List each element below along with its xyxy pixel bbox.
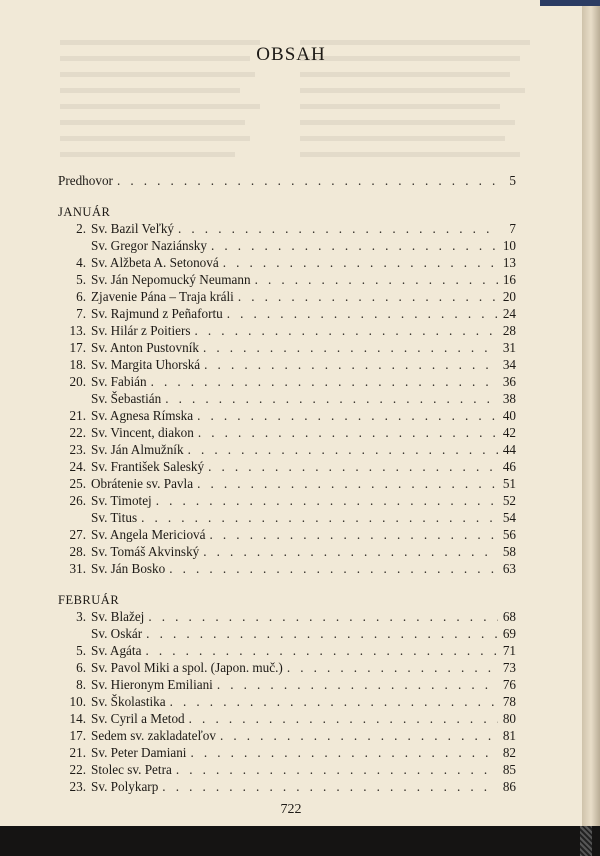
dot-leader [210,526,498,543]
dot-leader [211,237,498,254]
entry-page: 28 [502,323,516,338]
entry-name: Sv. Angela Mericiová [91,527,206,542]
entry-name: Sv. Fabián [91,374,147,389]
entry-name: Sv. Blažej [91,609,145,624]
entry-page: 73 [502,660,516,675]
entry-name: Sedem sv. zakladateľov [91,728,216,743]
dot-leader [162,778,498,795]
entry-name: Sv. Titus [91,510,138,525]
dot-leader [197,407,498,424]
entry-day: 7. [76,306,86,321]
entry-name: Sv. František Saleský [91,459,205,474]
toc-row [58,543,516,560]
dot-leader [220,727,498,744]
toc-row [58,659,516,676]
dot-leader [151,373,498,390]
entry-name: Sv. Hieronym Emiliani [91,677,213,692]
dot-leader [176,761,498,778]
entry-name: Sv. Timotej [91,493,152,508]
toc-row [58,373,516,390]
entry-name: Sv. Školastika [91,694,166,709]
entry-name: Predhovor [58,173,113,188]
entry-day: 23. [69,779,86,794]
entry-page: 69 [502,626,516,641]
toc-row [58,676,516,693]
entry-page: 40 [502,408,516,423]
toc-row [58,475,516,492]
toc-row [58,744,516,761]
dot-leader [117,172,498,189]
entry-name: Sv. Bazil Veľký [91,221,175,236]
dot-leader [287,659,498,676]
month-heading-february: FEBRUÁR [58,593,120,607]
entry-name: Sv. Peter Damiani [91,745,187,760]
page-number: 722 [280,802,302,817]
toc-row [58,288,516,305]
entry-name: Sv. Alžbeta A. Setonová [91,255,219,270]
entry-name: Sv. Ján Bosko [91,561,166,576]
toc-row [58,390,516,407]
entry-day: 28. [69,544,86,559]
entry-page: 7 [509,221,516,236]
entry-name: Sv. Hilár z Poitiers [91,323,191,338]
entry-page: 52 [502,493,516,508]
entry-day: 14. [69,711,86,726]
dot-leader [198,424,498,441]
entry-page: 51 [502,476,516,491]
entry-day: 22. [69,425,86,440]
entry-day: 6. [76,289,86,304]
entry-day: 17. [69,340,86,355]
toc-row [58,526,516,543]
dot-leader [204,356,498,373]
entry-page: 63 [502,561,516,576]
entry-day: 21. [69,745,86,760]
entry-day: 4. [76,255,86,270]
entry-page: 68 [502,609,516,624]
entry-page: 34 [502,357,516,372]
entry-page: 36 [502,374,516,389]
dot-leader [169,560,498,577]
dot-leader [188,441,498,458]
entry-name: Sv. Cyril a Metod [91,711,185,726]
entry-page: 13 [502,255,516,270]
entry-day: 17. [69,728,86,743]
entry-page: 44 [502,442,516,457]
toc-row [58,778,516,795]
entry-day: 5. [76,272,86,287]
entry-page: 78 [502,694,516,709]
entry-day: 22. [69,762,86,777]
dot-leader [170,693,498,710]
entry-page: 86 [502,779,516,794]
entry-page: 31 [502,340,516,355]
entry-day: 31. [69,561,86,576]
entry-day: 21. [69,408,86,423]
dot-leader [178,220,498,237]
entry-name: Sv. Margita Uhorská [91,357,201,372]
toc-row [58,407,516,424]
entry-page: 5 [509,173,516,188]
entry-page: 42 [502,425,516,440]
dot-leader [148,608,498,625]
toc-row [58,237,516,254]
dot-leader [141,509,498,526]
entry-day: 3. [76,609,86,624]
background-edge [0,826,600,856]
entry-name: Sv. Vincent, diakon [91,425,194,440]
entry-name: Sv. Anton Pustovník [91,340,199,355]
entry-day: 18. [69,357,86,372]
entry-day: 23. [69,442,86,457]
month-heading-january: JANUÁR [58,205,111,219]
entry-day: 8. [76,677,86,692]
entry-page: 16 [502,272,516,287]
dot-leader [227,305,498,322]
entry-page: 58 [502,544,516,559]
toc-row [58,339,516,356]
entry-name: Obrátenie sv. Pavla [91,476,194,491]
dot-leader [146,625,498,642]
toc-row [58,761,516,778]
entry-name: Sv. Oskár [91,626,143,641]
entry-name: Sv. Rajmund z Peñafortu [91,306,223,321]
entry-name: Sv. Gregor Naziánsky [91,238,207,253]
entry-day: 13. [69,323,86,338]
entry-day: 20. [69,374,86,389]
entry-page: 46 [502,459,516,474]
entry-page: 82 [502,745,516,760]
entry-day: 24. [69,459,86,474]
dot-leader [197,475,498,492]
dot-leader [195,322,498,339]
entry-page: 54 [502,510,516,525]
toc-row [58,441,516,458]
entry-page: 81 [502,728,516,743]
entry-name: Sv. Tomáš Akvinský [91,544,200,559]
entry-name: Sv. Polykarp [91,779,159,794]
entry-day: 25. [69,476,86,491]
entry-name: Zjavenie Pána – Traja králi [91,289,234,304]
entry-name: Sv. Pavol Miki a spol. (Japon. muč.) [91,660,283,675]
entry-page: 80 [502,711,516,726]
toc-row [58,710,516,727]
book-spine [582,0,600,826]
entry-day: 10. [69,694,86,709]
dot-leader [217,676,498,693]
toc-row [58,356,516,373]
dot-leader [238,288,498,305]
entry-day: 6. [76,660,86,675]
entry-name: Sv. Šebastián [91,391,162,406]
entry-name: Stolec sv. Petra [91,762,172,777]
entry-page: 76 [502,677,516,692]
dot-leader [156,492,498,509]
toc-row [58,492,516,509]
entry-page: 38 [502,391,516,406]
spine-edge [540,0,600,6]
dot-leader [145,642,498,659]
entry-page: 56 [502,527,516,542]
entry-name: Sv. Ján Nepomucký Neumann [91,272,251,287]
dot-leader [189,710,498,727]
entry-page: 10 [502,238,516,253]
toc-row [58,560,516,577]
page-title: OBSAH [256,44,326,65]
toc-row [58,220,516,237]
toc-row [58,305,516,322]
entry-day: 2. [76,221,86,236]
toc-row [58,254,516,271]
entry-page: 85 [502,762,516,777]
dot-leader [203,339,498,356]
dot-leader [165,390,498,407]
dot-leader [190,744,498,761]
bookmark-ribbon [580,826,592,856]
entry-name: Sv. Agnesa Rímska [91,408,194,423]
entry-name: Sv. Agáta [91,643,142,658]
entry-page: 24 [502,306,516,321]
toc-row [58,424,516,441]
toc-row-preface [58,172,516,189]
entry-day: 27. [69,527,86,542]
toc-row [58,608,516,625]
entry-day: 26. [69,493,86,508]
toc-row [58,271,516,288]
entry-day: 5. [76,643,86,658]
toc-row [58,625,516,642]
toc-row [58,509,516,526]
toc-row [58,642,516,659]
dot-leader [203,543,498,560]
toc-row [58,727,516,744]
entry-page: 71 [502,643,516,658]
dot-leader [255,271,498,288]
toc-row [58,458,516,475]
toc-row [58,693,516,710]
dot-leader [223,254,498,271]
dot-leader [208,458,498,475]
entry-page: 20 [502,289,516,304]
toc-row [58,322,516,339]
entry-name: Sv. Ján Almužník [91,442,184,457]
